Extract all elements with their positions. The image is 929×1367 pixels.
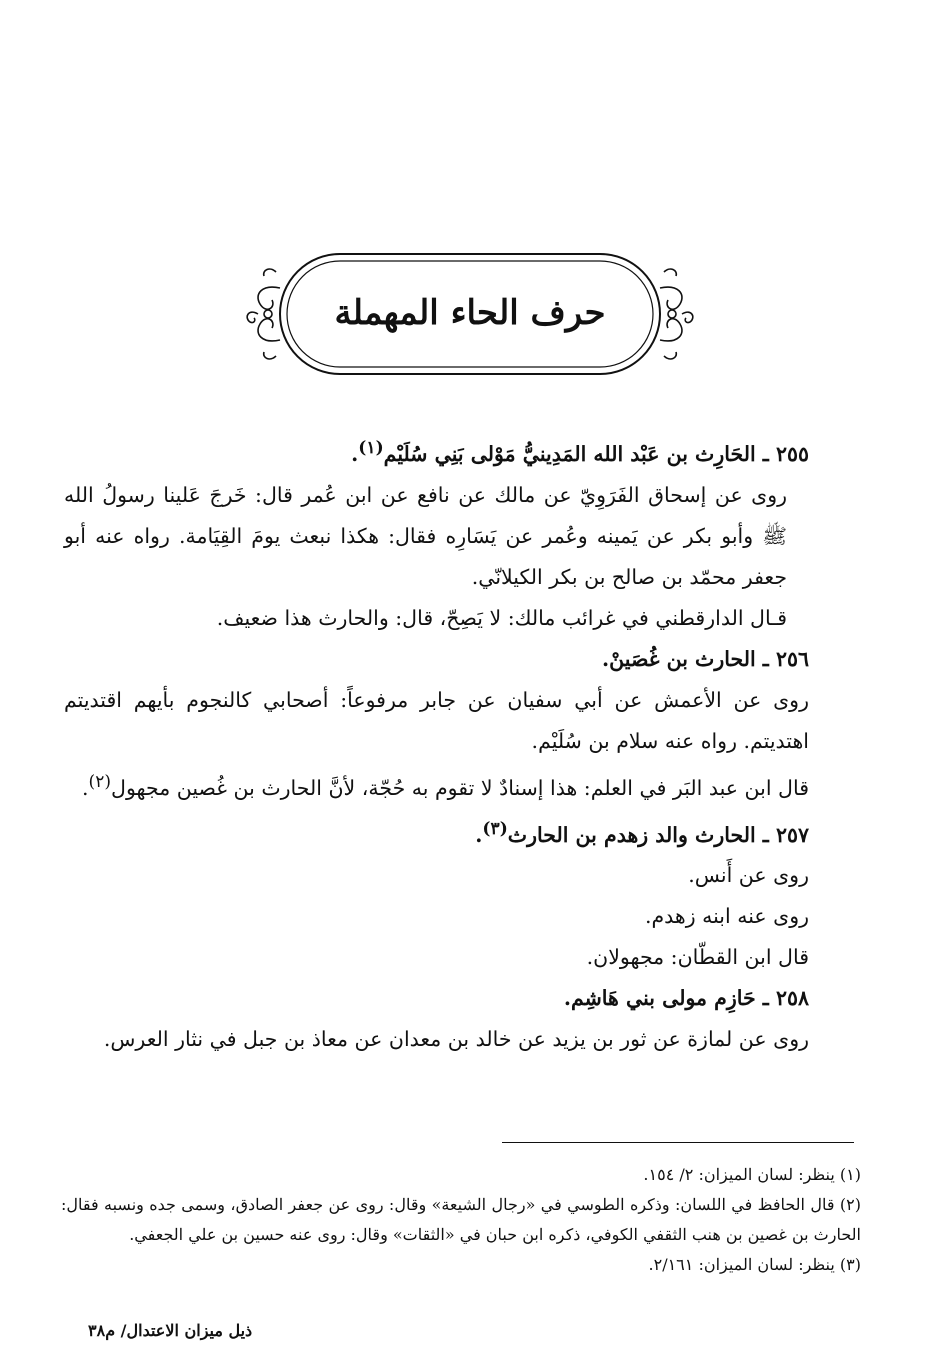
entry-title-255: ٢٥٥ ـ الحَارِث بن عَبْد الله المَدِينيُّ مَوْلى بَنِي سُلَيْم$^{(١)}$.: [351, 438, 809, 466]
paragraph: قال ابن القطّان: مجهولان.: [586, 945, 809, 970]
chapter-heading: حرف الحاء المهملة: [334, 293, 606, 333]
paragraph: قـال الدارقطني في غرائب مالك: لا يَصِحّ، قال: والحارث هذا ضعيف.: [216, 605, 787, 630]
paragraph: روى عنه ابنه زهدم.: [644, 904, 809, 929]
entry-title-258: ٢٥٨ ـ حَازِم مولى بني هَاشِم.: [563, 986, 809, 1011]
footnote-1: (١) ينظر: لسان الميزان: ٢/ ١٥٤.: [643, 1165, 861, 1184]
paragraph: روى عن أَنس.: [688, 863, 809, 888]
footnotes: [61, 1160, 861, 1280]
page-footer: ذيل ميزان الاعتدال/ م٣٨: [88, 1321, 253, 1340]
footnote-ref-1: (١): [358, 438, 384, 458]
paragraph: روى عن لمازة عن ثور بن يزيد عن خالد بن معدان عن معاذ بن جبل في نثار العرس.: [103, 1027, 809, 1052]
footnote-ref-3: (٣): [482, 818, 508, 839]
footnote-2: (٢) قال الحافظ في اللسان: وذكره الطوسي في «رجال الشيعة» وقال: روى عن جعفر الصادق، وسمى جده ونسبه فقال: الحارث بن غصين بن هنب الثقفي الكوفي، ذكره ابن حبان في «الثقات» وقال: روى عنه حسين بن علي الجعفي.: [61, 1195, 861, 1244]
footnote-ref-2: (٢): [88, 771, 112, 792]
paragraph: روى عن إسحاق الفَرَوِيّ عن مالك عن نافع عن ابن عُمر قال: خَرجَ عَلينا رسولُ الله ﷺ وأبو بكر عن يَمينه وعُمر عن يَسَارِه فقال: هكذا نبعث يومَ القِيَامة. رواه عنه أبو جعفر محمّد بن صالح بن بكر الكيلانّي.: [64, 482, 787, 589]
footnote-3: (٣) ينظر: لسان الميزان: ٢/١٦١.: [648, 1255, 861, 1274]
paragraph: روى عن الأعمش عن أبي سفيان عن جابر مرفوعاً: أصحابي كالنجوم بأيهم اقتديتم اهتديتم. رواه عنه سلام بن سُلَيْم.: [64, 687, 809, 753]
footnote-separator: [502, 1142, 854, 1143]
entry-title-256: ٢٥٦ ـ الحارث بن غُصَينْ.: [602, 646, 809, 671]
paragraph: قال ابن عبد البَر في العلم: هذا إسنادٌ لا تقوم به حُجّة، لأنَّ الحارث بن غُصين مجهول$^{(٢)}$.: [81, 771, 809, 800]
entry-title-257: ٢٥٧ ـ الحارث والد زهدم بن الحارث$^{(٣)}$.: [475, 818, 809, 847]
main-text: [64, 428, 809, 1060]
